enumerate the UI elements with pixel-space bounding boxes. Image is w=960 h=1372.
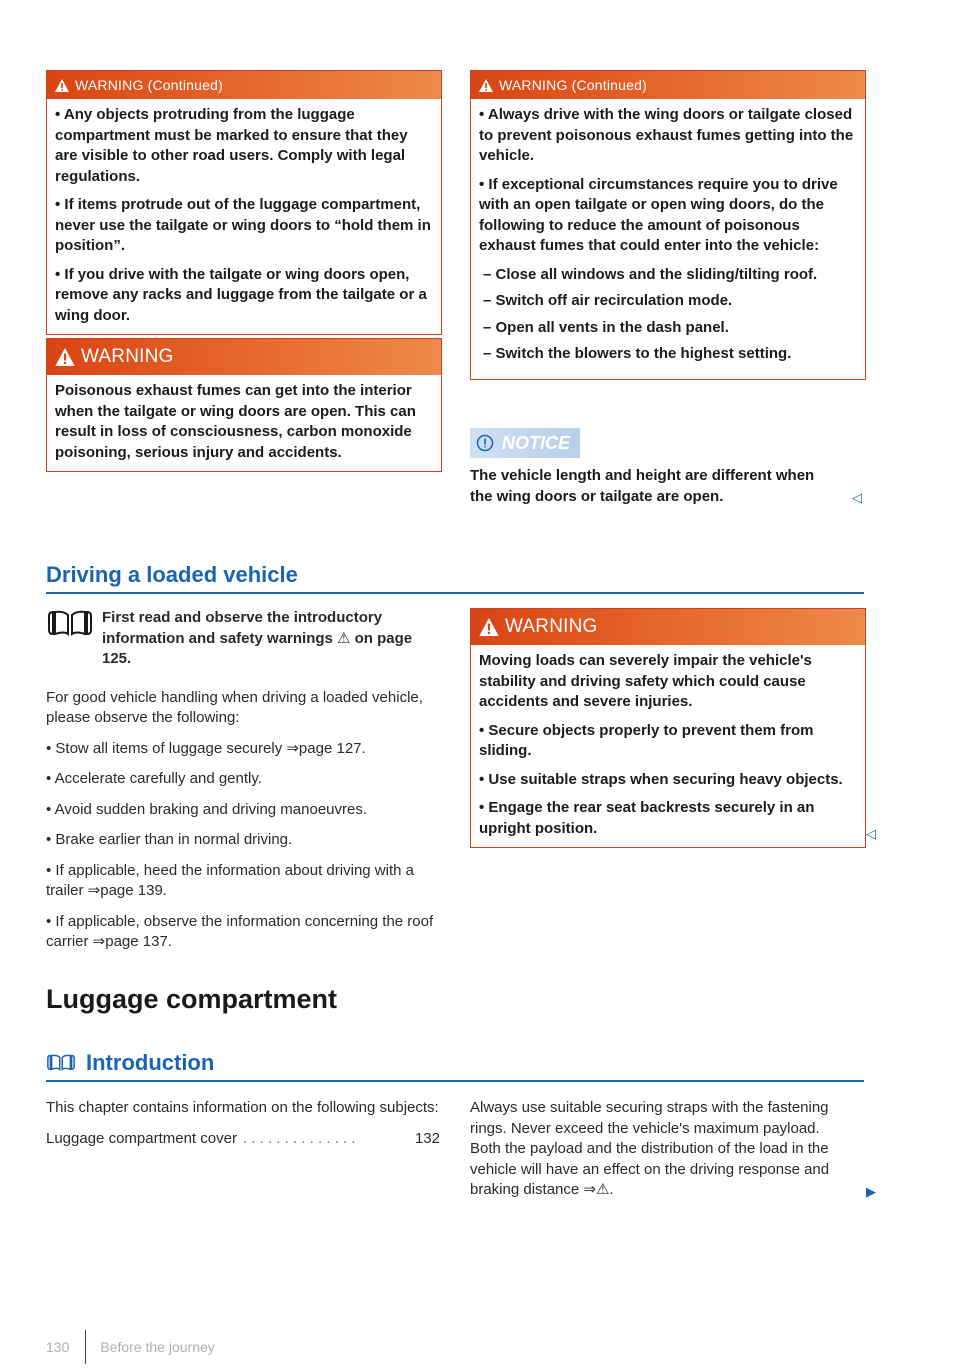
warning-header-label: WARNING (Continued) — [75, 77, 223, 93]
warning-continued-box-right — [470, 70, 866, 380]
end-of-section-icon: ◁ — [852, 490, 862, 505]
intro-note — [46, 608, 440, 670]
warning-sub-item: – Close all windows and the sliding/tilting roof. — [483, 265, 818, 283]
warning-header-label: WARNING (Continued) — [499, 77, 647, 93]
warning-header — [47, 339, 441, 375]
warning-item: • Engage the rear seat backrests securely in an upright position. — [479, 799, 815, 837]
bullet-item: • Avoid sudden braking and driving manoeuvres. — [46, 800, 368, 818]
end-of-section-icon: ◁ — [866, 826, 876, 841]
warning-item: • Use suitable straps when securing heavy objects. — [479, 770, 843, 788]
section-title-introduction: Introduction — [86, 1050, 215, 1075]
warning-fumes-box — [46, 338, 442, 472]
page-number: 130 — [46, 1339, 70, 1355]
footer-section: Before the journey — [100, 1339, 215, 1355]
warning-header-label: WARNING — [81, 346, 174, 367]
warning-header — [47, 71, 441, 99]
driving-loaded-content — [46, 608, 440, 963]
chapter-title: Luggage compartment — [46, 984, 338, 1014]
driving-loaded-lead: For good vehicle handling when driving a loaded vehicle, please observe the following: — [46, 688, 423, 726]
warning-text: Moving loads can severely impair the vehicle's stability and driving safety which could cause accidents and severe injuries. — [479, 652, 812, 710]
bullet-item: • If applicable, observe the information concerning the roof carrier ⇒page 137. — [46, 912, 434, 950]
introduction-heading — [46, 1050, 214, 1076]
introduction-right-text: Always use suitable securing straps with the fastening rings. Never exceed the vehicle's maximum payload. Both the payload and the distribution of the load in the vehicle will have an effect on the driving response and braking distance ⇒⚠. — [470, 1099, 830, 1198]
warning-continued-box-left — [46, 70, 442, 335]
introduction-content — [46, 1098, 440, 1149]
warning-item: • If you drive with the tailgate or wing doors open, remove any racks and luggage from the tailgate or a wing door. — [55, 265, 427, 324]
toc-entry[interactable] — [46, 1129, 440, 1150]
warning-header-label: WARNING — [505, 616, 598, 637]
notice-block — [470, 428, 864, 507]
warning-triangle-icon — [55, 348, 75, 366]
toc-label[interactable]: Luggage compartment cover — [46, 1129, 237, 1147]
page-footer — [46, 1330, 215, 1364]
warning-item: • If items protrude out of the luggage compartment, never use the tailgate or wing doors to “hold them in position”. — [55, 196, 431, 254]
book-icon — [46, 610, 94, 638]
bullet-item: • Stow all items of luggage securely ⇒page 127. — [46, 739, 366, 757]
introduction-right-content — [470, 1098, 850, 1211]
warning-item: • Secure objects properly to prevent them from sliding. — [479, 721, 814, 759]
warning-item: • Always drive with the wing doors or tailgate closed to prevent poisonous exhaust fumes getting into the vehicle. — [479, 106, 854, 164]
bullet-item: • If applicable, heed the information about driving with a trailer ⇒page 139. — [46, 861, 414, 899]
warning-loads-box — [470, 608, 866, 848]
notice-icon — [476, 434, 494, 452]
warning-text: Poisonous exhaust fumes can get into the interior when the tailgate or wing doors are open. This can result in loss of consciousness, carbon monoxide poisoning, serious injury and accidents. — [55, 382, 416, 461]
warning-header — [471, 609, 865, 645]
warning-item: • If exceptional circumstances require you to drive with an open tailgate or open wing doors, do the following to reduce the amount of poisonous exhaust fumes that could enter into the vehicle: — [479, 175, 838, 254]
warning-triangle-icon — [55, 79, 69, 92]
warning-sub-item: – Open all vents in the dash panel. — [483, 318, 729, 336]
notice-text: The vehicle length and height are different when the wing doors or tailgate are open. — [470, 467, 815, 505]
introduction-lead: This chapter contains information on the following subjects: — [46, 1099, 439, 1116]
warning-triangle-icon — [479, 79, 493, 92]
notice-badge — [470, 428, 580, 458]
warning-sub-item: – Switch off air recirculation mode. — [483, 292, 733, 309]
warning-sub-item: – Switch the blowers to the highest setting. — [483, 345, 792, 362]
toc-dots: . . . . . . . . . . . . . . — [242, 1129, 356, 1147]
book-icon — [46, 1054, 76, 1072]
section-divider — [46, 592, 864, 594]
footer-divider — [85, 1330, 86, 1364]
intro-note-text: First read and observe the introductory information and safety warnings ⚠ on page 125. — [102, 609, 413, 667]
notice-label: NOTICE — [502, 432, 571, 453]
warning-triangle-icon — [479, 618, 499, 636]
bullet-item: • Brake earlier than in normal driving. — [46, 831, 293, 848]
toc-page[interactable]: 132 — [414, 1129, 440, 1147]
bullet-item: • Accelerate carefully and gently. — [46, 770, 262, 787]
warning-item: • Any objects protruding from the luggage compartment must be marked to ensure that they are visible to other road users. Comply with legal regulations. — [55, 106, 408, 185]
continued-arrow-icon: ▶ — [866, 1184, 876, 1199]
warning-header — [471, 71, 865, 99]
section-title-driving-loaded: Driving a loaded vehicle — [46, 562, 298, 587]
section-divider — [46, 1080, 864, 1082]
